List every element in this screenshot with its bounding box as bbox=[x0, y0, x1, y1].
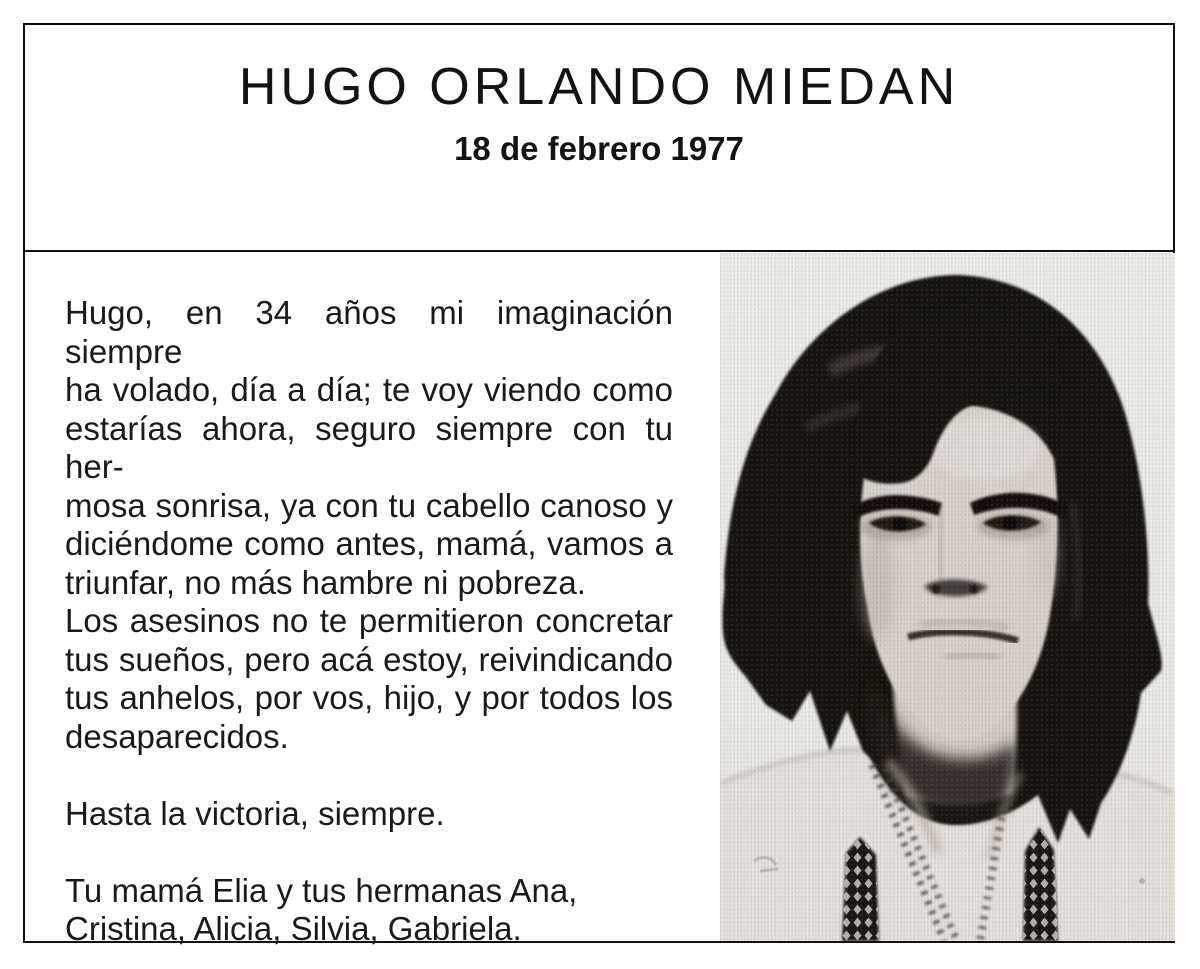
closing-line: Hasta la victoria, siempre. bbox=[65, 794, 445, 832]
memorial-text bbox=[65, 294, 673, 949]
page-title: HUGO ORLANDO MIEDAN bbox=[238, 58, 960, 116]
header-divider bbox=[23, 250, 1175, 252]
memorial-line: ha volado, día a día; te voy viendo como bbox=[65, 371, 673, 408]
memorial-line: mosa sonrisa, ya con tu cabello canoso y bbox=[65, 486, 673, 524]
signature-line: Tu mamá Elia y tus hermanas Ana, bbox=[65, 871, 578, 909]
memorial-line: triunfar, no más hambre ni pobreza. bbox=[65, 563, 586, 601]
memorial-line: estarías ahora, seguro siempre con tu her- bbox=[65, 409, 673, 485]
memorial-line: tus anhelos, por vos, hijo, y por todos los bbox=[65, 679, 673, 716]
memorial-line: Hugo, en 34 años mi imaginación siempre bbox=[65, 294, 673, 370]
portrait-photo bbox=[720, 253, 1175, 941]
date-line: 18 de febrero 1977 bbox=[454, 130, 744, 167]
signature-line: Cristina, Alicia, Silvia, Gabriela. bbox=[65, 910, 522, 947]
portrait-photo-art bbox=[720, 253, 1175, 941]
memorial-card bbox=[23, 23, 1175, 947]
memorial-line: diciéndome como antes, mamá, vamos a bbox=[65, 525, 673, 562]
memorial-line: Los asesinos no te permitieron concretar bbox=[65, 602, 673, 639]
memorial-line: tus sueños, pero acá estoy, reivindicando bbox=[65, 640, 673, 678]
memorial-line: desaparecidos. bbox=[65, 717, 289, 755]
